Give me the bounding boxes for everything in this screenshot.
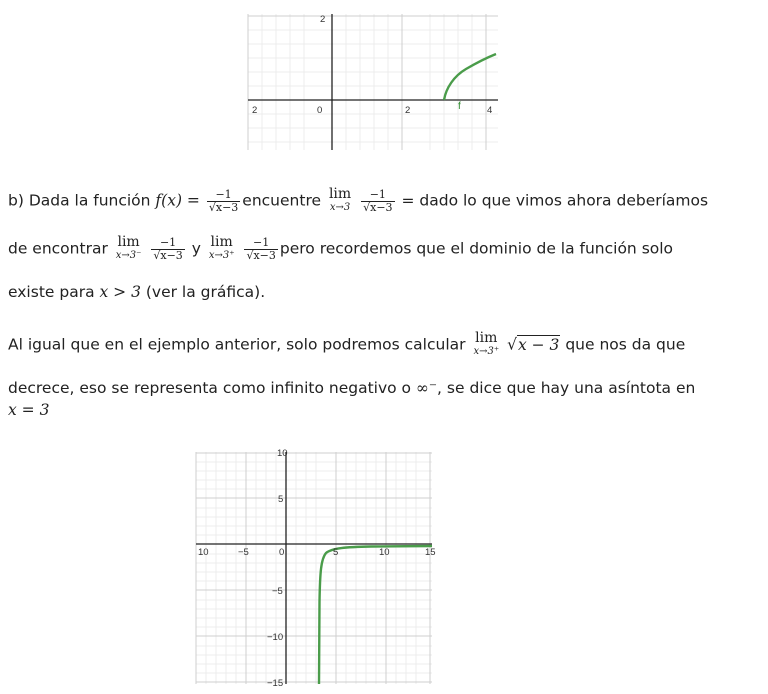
y-tick-neg10: −10	[267, 632, 284, 643]
x-tick-0: 0	[279, 547, 285, 558]
x-tick-4: 4	[487, 105, 493, 116]
y-tick-2: 2	[320, 14, 326, 25]
limit-expression: lim x→3	[328, 186, 352, 213]
paragraph-line-2: de encontrar lim x→3⁻ $\frac{-1}{√x-3}$ y lim x→3⁺ $\frac{-1}{√x-3}$ pero recordemos que el dominio de la función solo	[8, 234, 674, 262]
x-tick-2: 2	[405, 105, 411, 116]
x-tick-5: 5	[333, 547, 339, 558]
x-tick-10: 10	[379, 547, 390, 558]
limit-right-sqrt: lim x→3⁺	[473, 330, 500, 357]
x-tick-neg10: 10	[198, 547, 209, 558]
negative-infinity: ∞⁻	[415, 379, 438, 397]
curve-f	[444, 54, 496, 100]
fraction: $\frac{-1}{√x-3}$	[363, 187, 393, 214]
fraction: $\frac{-1}{√x-3}$	[208, 187, 239, 214]
paragraph-line-3: existe para x > 3 (ver la gráfica).	[8, 283, 266, 301]
graph-asymptote	[196, 448, 436, 689]
limit-left: lim x→3⁻	[115, 234, 142, 261]
fraction: $\frac{-1}{√x-3}$	[246, 235, 276, 262]
x-tick-neg2: 2	[252, 105, 258, 116]
fraction: $\frac{-1}{√x-3}$	[153, 235, 183, 262]
y-tick-10: 10	[277, 448, 288, 459]
y-tick-5: 5	[278, 494, 284, 505]
limit-right: lim x→3⁺	[208, 234, 235, 261]
x-tick-15: 15	[425, 547, 436, 558]
graph-sqrt-svg	[248, 14, 498, 150]
graph-sqrt-function	[248, 14, 498, 150]
graph-asymptote-svg	[196, 448, 436, 689]
y-tick-neg5: −5	[272, 586, 283, 597]
x-tick-neg5: −5	[238, 547, 249, 558]
curve-label-f: f	[458, 101, 461, 112]
paragraph-line-4: Al igual que en el ejemplo anterior, solo podremos calcular lim x→3⁺ √x − 3 que nos da que	[8, 330, 686, 357]
asymptote-equation: x = 3	[8, 401, 50, 419]
paragraph-line-1: b) Dada la función f(x) = $\frac{-1}{√x-3}$ encuentre lim x→3 $\frac{-1}{√x-3}$ = dado lo que vimos ahora deberíamos	[8, 186, 709, 214]
x-tick-0: 0	[317, 105, 323, 116]
sqrt-expression: √x − 3	[507, 335, 560, 354]
paragraph-line-5: decrece, eso se representa como infinito negativo o ∞⁻, se dice que hay una asíntota en	[8, 379, 696, 397]
domain-condition: x > 3	[99, 283, 141, 301]
function-label: f(x) =	[155, 191, 200, 210]
y-tick-neg15: −15	[267, 678, 284, 689]
